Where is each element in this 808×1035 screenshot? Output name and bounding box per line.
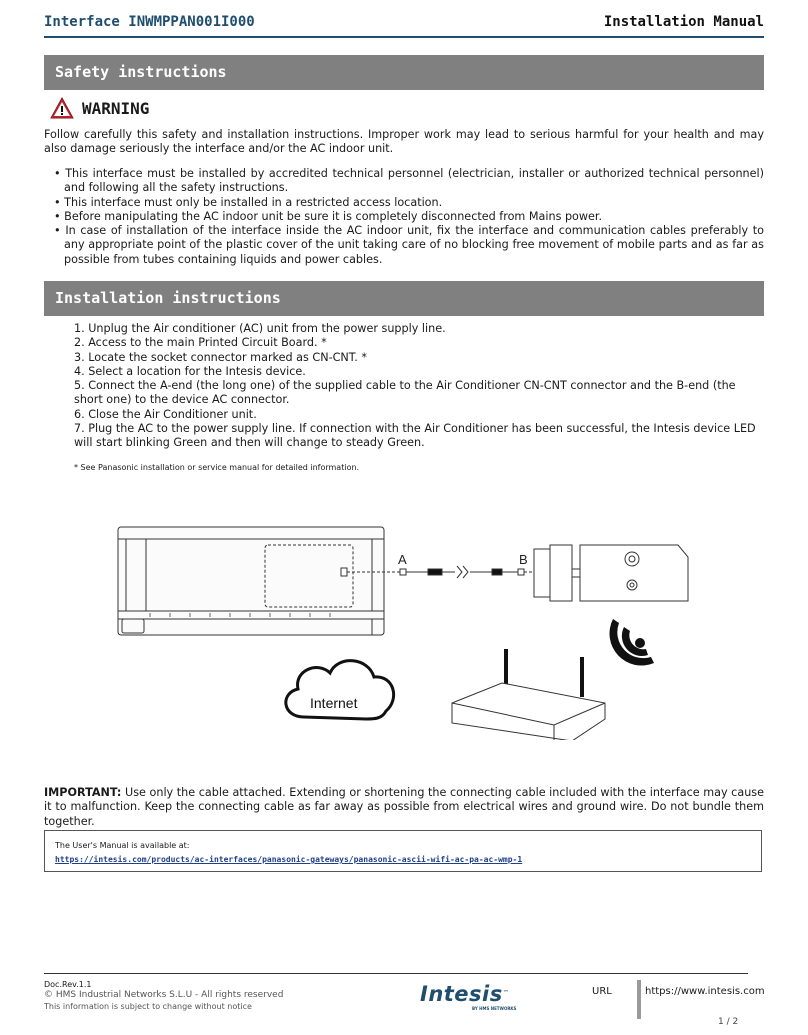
document-title: Interface INWMPPAN001I000	[44, 14, 255, 30]
installation-steps	[74, 322, 764, 451]
wifi-router-drawing	[452, 649, 605, 740]
important-paragraph	[44, 786, 764, 829]
installation-step: 4. Select a location for the Intesis device.	[74, 364, 306, 378]
installation-step: 5. Connect the A-end (the long one) of the supplied cable to the Air Conditioner CN-CNT connector and the B-end (the short one) to the device AC connector.	[74, 379, 736, 407]
warning-block	[50, 95, 149, 121]
warning-triangle-icon	[50, 97, 74, 119]
installation-step: 7. Plug the AC to the power supply line. If connection with the Air Conditioner has been successful, the Intesis device LED will start blinking Green and then will change to steady Green.	[74, 422, 756, 450]
wireless-signal-icon	[610, 619, 654, 666]
panasonic-note: * See Panasonic installation or service manual for detailed information.	[74, 463, 360, 472]
safety-bullet: • Before manipulating the AC indoor unit be sure it is completely disconnected from Mains power.	[54, 210, 764, 224]
footer-divider	[44, 973, 748, 974]
logo-subtitle: BY HMS NETWORKS	[472, 1006, 517, 1011]
intesis-logo	[420, 982, 530, 1012]
ac-indoor-unit-drawing	[118, 527, 384, 635]
page-number: 1 / 2	[718, 1017, 739, 1027]
installation-step: 3. Locate the socket connector marked as CN-CNT. *	[74, 350, 368, 364]
important-label: IMPORTANT:	[44, 786, 122, 799]
important-text: Use only the cable attached. Extending or shortening the connecting cable included with the interface may cause it to malfunction. Keep the connecting cable as far away as possible from electrical wires and ground wire. Do not bundle them together.	[44, 786, 764, 828]
installation-step: 6. Close the Air Conditioner unit.	[74, 407, 257, 421]
doc-revision: Doc.Rev.1.1	[44, 980, 92, 989]
copyright-text: © HMS Industrial Networks S.L.U - All rights reserved	[44, 990, 284, 1000]
safety-bullet: • This interface must be installed by accredited technical personnel (electrician, installer or authorized technical personnel) and following all the safety instructions.	[54, 167, 764, 196]
safety-bullet-list	[54, 167, 764, 267]
logo-wordmark: Intesis	[420, 982, 503, 1006]
manual-type: Installation Manual	[603, 14, 764, 30]
cable-end-a-label: A	[398, 552, 407, 567]
logo-trademark: ™	[502, 989, 509, 997]
safety-section-heading: Safety instructions	[44, 55, 764, 90]
installation-section-heading: Installation instructions	[44, 281, 764, 316]
installation-step: 2. Access to the main Printed Circuit Board. *	[74, 336, 327, 350]
safety-bullet: • In case of installation of the interface inside the AC indoor unit, fix the interface and communication cables preferably to any appropriate point of the plastic cover of the unit taking care of no blocking free movement of mobile parts and as far as possible from tubes containing liquids and power cables.	[54, 224, 764, 267]
warning-label: WARNING	[82, 98, 150, 118]
page-header	[44, 14, 764, 38]
cable-end-b-label: B	[519, 552, 528, 567]
intesis-device-drawing	[534, 545, 688, 601]
disclaimer-text: This information is subject to change without notice	[44, 1002, 252, 1011]
user-manual-text: The User's Manual is available at:	[55, 841, 190, 850]
installation-step: 1. Unplug the Air conditioner (AC) unit from the power supply line.	[74, 322, 446, 335]
internet-label: Internet	[310, 695, 358, 711]
url-separator	[637, 980, 641, 1019]
url-label: URL	[592, 986, 612, 997]
safety-bullet: • This interface must only be installed in a restricted access location.	[54, 196, 764, 210]
safety-intro: Follow carefully this safety and installation instructions. Improper work may lead to serious harmful for your health and may also damage seriously the interface and/or the AC indoor unit.	[44, 128, 764, 156]
connection-diagram	[110, 515, 700, 740]
user-manual-box	[44, 830, 762, 872]
website-url[interactable]: https://www.intesis.com	[645, 986, 765, 997]
user-manual-link[interactable]: https://intesis.com/products/ac-interfaces/panasonic-gateways/panasonic-ascii-wifi-ac-pa-ac-wmp-1	[55, 855, 523, 864]
